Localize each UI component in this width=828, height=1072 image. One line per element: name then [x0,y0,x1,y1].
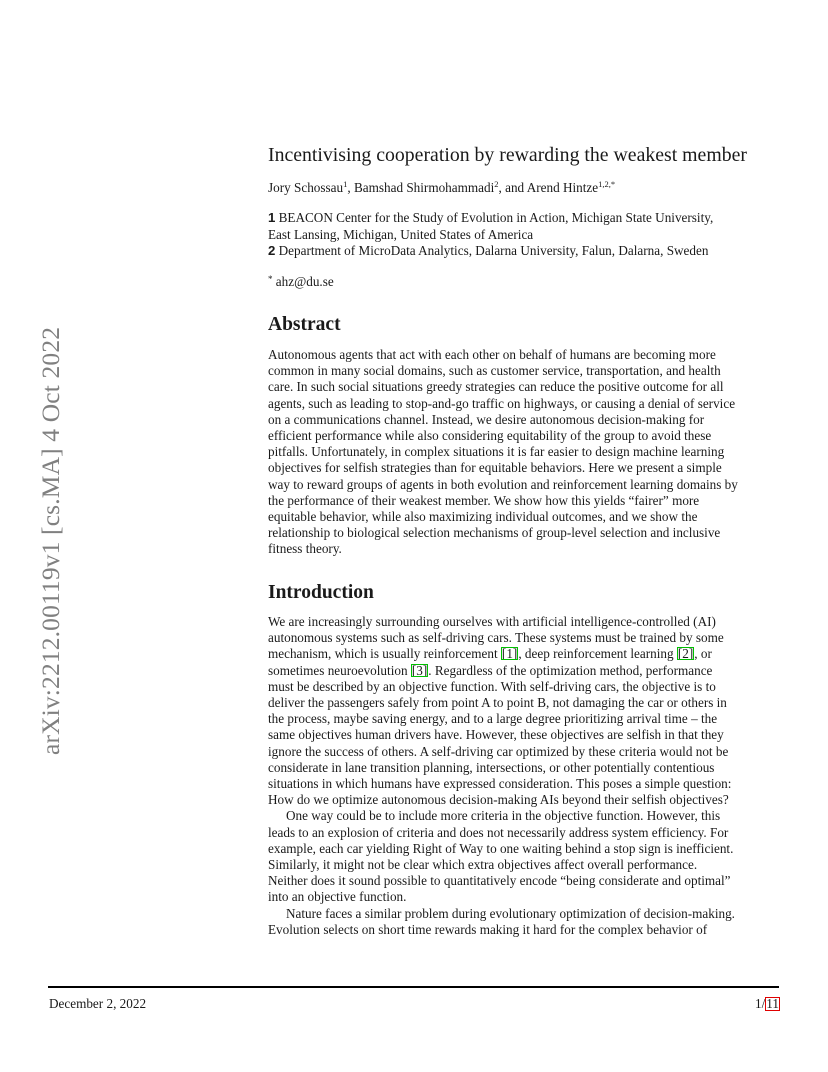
intro-line-with-citation [268,663,784,679]
abstract-line: agents, such as leading to stop-and-go traffic on highways, or causing a denial of service [268,395,736,411]
intro-text: , deep reinforcement learning [518,646,677,662]
abstract-line: equitable behavior, while also maximizing individual outcomes, and we show the [268,509,698,525]
intro-line: must be described by an objective function. With self-driving cars, the objective is to [268,678,716,694]
affiliation-1 [268,210,784,227]
abstract-paragraph [268,347,784,558]
author-name: Jory Schossau [268,180,344,195]
introduction-paragraph [268,614,784,938]
citation-link-2[interactable]: [2] [677,646,694,662]
page-number [755,996,780,1012]
affiliation-number: 2 [268,243,276,259]
abstract-line: on a communications channel. Instead, we desire autonomous decision-making for [268,411,705,427]
email-address: ahz@du.se [275,274,334,289]
intro-paragraph-2-start: One way could be to include more criteria in the objective function. However, this [286,808,721,824]
abstract-line: objectives for selfish strategies than for equitable behaviors. Here we present a simple [268,460,722,476]
intro-text: , or [694,646,712,662]
intro-line: We are increasingly surrounding ourselves with artificial intelligence-controlled (AI) [268,614,716,629]
footer-rule [48,986,779,988]
affiliation-number: 1 [268,210,276,225]
intro-paragraph-3-start: Nature faces a similar problem during evolutionary optimization of decision-making. [286,905,735,921]
intro-line: Similarly, it might not be clear which extra objectives affect overall performance. [268,857,698,873]
intro-line: Neither does it sound possible to quantitatively encode “being considerate and optimal” [268,873,731,889]
corresponding-mark: * [268,274,273,284]
abstract-line: fitness theory. [268,541,342,557]
page-current: 1/ [755,996,766,1011]
intro-text: sometimes neuroevolution [268,662,411,678]
paper-title: Incentivising cooperation by rewarding the weakest member [268,144,747,166]
intro-line: Evolution selects on short time rewards making it hard for the complex behavior of [268,921,708,937]
corresponding-email [268,274,334,290]
intro-line: How do we optimize autonomous decision-making AIs beyond their selfish objectives? [268,792,729,808]
abstract-line: way to reward groups of agents in both evolution and reinforcement learning domains by [268,476,738,492]
intro-line: the process, maybe saving energy, and to a large degree prioritizing arrival time – the [268,711,718,727]
affiliation-1-continued: East Lansing, Michigan, United States of America [268,226,534,242]
intro-line: situations in which humans have expressed consideration. This poses a simple question: [268,776,732,792]
abstract-line: the performance of their weakest member. We show how this yields “fairer” more [268,492,700,508]
intro-line: example, each car yielding Right of Way to one waiting behind a stop sign is inefficient. [268,840,734,856]
intro-line: into an objective function. [268,889,407,905]
author-separator: , [347,180,354,195]
intro-line: ignore the success of others. A self-driving car optimized by these criteria would not be [268,743,729,759]
abstract-line: care. In such social situations greedy strategies can reduce the positive outcome for all [268,379,724,395]
intro-line: leads to an explosion of criteria and does not necessarily address system efficiency. For [268,824,729,840]
affiliation-text: BEACON Center for the Study of Evolution in Action, Michigan State University, [278,210,714,225]
intro-text: . Regardless of the optimization method, performance [428,662,713,678]
abstract-line: common in many social domains, such as customer service, transportation, and health [268,363,721,379]
author-list [268,180,615,196]
abstract-heading: Abstract [268,314,341,335]
citation-link-3[interactable]: [3] [411,662,428,678]
abstract-line: Autonomous agents that act with each other on behalf of humans are becoming more [268,347,716,362]
affiliations [268,210,784,260]
author-separator: , and [498,180,527,195]
intro-line-with-citations [268,646,784,662]
citation-link-1[interactable]: [1] [501,646,518,662]
intro-line: same objectives human drivers have. However, these objectives are selfish in that they [268,727,724,743]
intro-line: considerate in lane transition planning, intersections, or other potentially contentious [268,759,715,775]
intro-line: autonomous systems such as self-driving cars. These systems must be trained by some [268,630,724,646]
affiliation-2 [268,243,784,260]
abstract-line: relationship to biological selection mechanisms of group-level selection and inclusive [268,525,721,541]
author-name: Bamshad Shirmohammadi [353,180,495,195]
abstract-line: efficient performance while also considering equitability of the group to avoid these [268,428,712,444]
author-affiliation-mark: 2 [494,179,499,189]
introduction-heading: Introduction [268,582,374,603]
author-name: Arend Hintze [526,180,599,195]
affiliation-text: Department of MicroData Analytics, Dalarna University, Falun, Dalarna, Sweden [278,243,709,259]
abstract-line: pitfalls. Unfortunately, in complex situations it is far easier to design machine learning [268,444,725,460]
author-affiliation-mark: 1 [343,179,348,189]
total-pages-link[interactable]: 11 [766,996,779,1011]
arxiv-identifier-stamp: arXiv:2212.00119v1 [cs.MA] 4 Oct 2022 [36,326,65,755]
intro-line: deliver the passengers safely from point A to point B, not damaging the car or others in [268,695,727,711]
author-affiliation-mark: 1,2,* [598,179,616,189]
intro-text: mechanism, which is usually reinforcement [268,646,501,662]
footer-date: December 2, 2022 [49,996,147,1011]
